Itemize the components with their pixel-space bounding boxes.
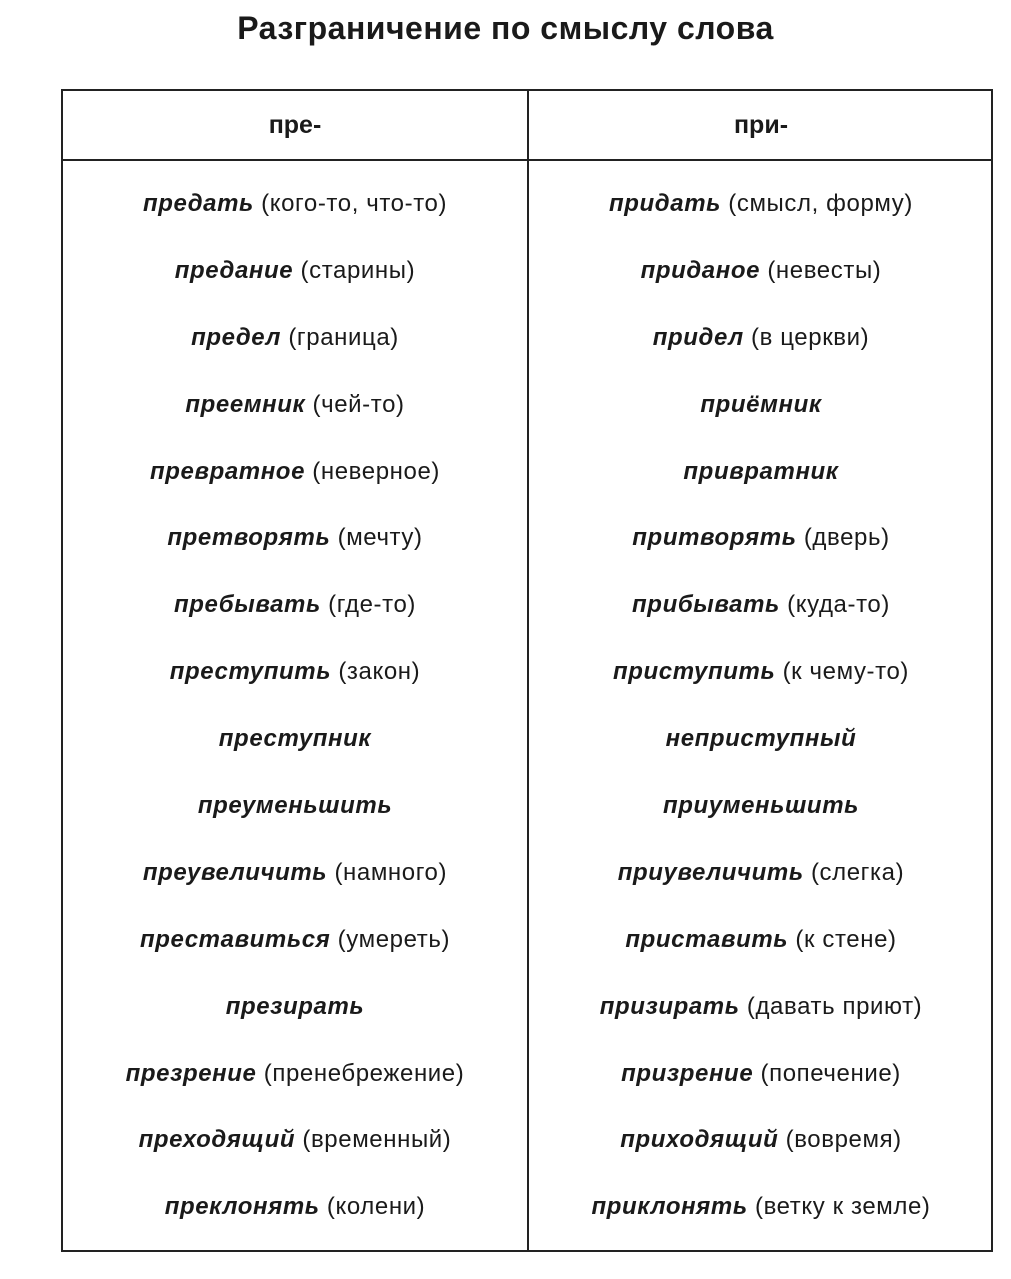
note-pre: (где-то) [320,591,416,619]
word-pri: приуменьшить [663,792,859,820]
cell-pre [63,773,527,840]
cell-pri [529,907,993,974]
cell-pri [529,372,993,439]
table-row [63,974,991,1041]
cell-pri [529,572,993,639]
note-pre: (колени) [319,1193,426,1221]
cell-pre [63,706,527,773]
note-pre: (неверное) [305,457,440,485]
table-row [63,439,991,506]
word-pre: предел [191,323,282,351]
cell-pri [529,171,993,238]
table-row [63,773,991,840]
table-row [63,572,991,639]
table-row [63,372,991,439]
word-pre: претворять [167,524,331,552]
cell-pre [63,1107,527,1174]
column-header-pri: при- [733,111,789,139]
cell-pri [529,439,993,506]
note-pri: (давать приют) [739,992,923,1020]
cell-pre [63,505,527,572]
note-pri: (дверь) [796,524,890,552]
table-row [63,505,991,572]
note-pri: (к стене) [788,925,897,953]
table-row [63,907,991,974]
note-pri: (в церкви) [743,323,870,351]
cell-pri [529,1107,993,1174]
word-pre: преемник [185,390,306,418]
table-row [63,840,991,907]
table-row [63,1174,991,1241]
cell-pre [63,974,527,1041]
note-pri: (вовремя) [778,1126,902,1154]
word-pre: пребывать [174,591,321,619]
cell-pre [63,439,527,506]
word-pre: преувеличить [142,858,328,886]
cell-pri [529,773,993,840]
note-pre: (закон) [331,658,421,686]
word-pre: преходящий [138,1126,296,1154]
note-pre: (мечту) [330,524,423,552]
cell-pri [529,505,993,572]
word-pri: приёмник [700,390,822,418]
header-divider [63,159,991,161]
word-pri: призрение [621,1059,754,1087]
note-pre: (временный) [295,1126,452,1154]
page-title: Разграничение по смыслу слова [237,10,774,46]
table-row [63,238,991,305]
word-pri: притворять [632,524,797,552]
cell-pre [63,305,527,372]
word-pre: превратное [150,457,306,485]
word-pri: приклонять [591,1193,748,1221]
word-pre: преступник [218,725,372,753]
note-pre: (старины) [293,256,416,284]
cell-pre [63,1041,527,1108]
cell-pri [529,840,993,907]
word-pri: приступить [612,658,776,686]
cell-pre [63,840,527,907]
table-row [63,639,991,706]
word-pri: придать [609,190,721,217]
note-pre: (намного) [327,858,448,886]
note-pri: (к чему-то) [775,658,910,686]
word-pri: прибывать [632,591,780,619]
word-pri: призирать [599,992,740,1020]
word-pri: приходящий [620,1126,779,1154]
word-pri: придел [652,323,744,351]
table-row [63,706,991,773]
table-row [63,305,991,372]
word-pri: привратник [683,457,839,485]
cell-pre [63,639,527,706]
word-pre: преклонять [164,1193,320,1221]
cell-pre [63,572,527,639]
note-pre: (граница) [281,323,399,351]
word-pre: преуменьшить [197,792,393,820]
column-header-pre: пре- [268,111,322,139]
table-row [63,1107,991,1174]
note-pre: (умереть) [330,925,451,953]
table-row [63,171,991,238]
cell-pre [63,238,527,305]
cell-pri [529,706,993,773]
cell-pri [529,305,993,372]
word-pre: преставиться [139,925,331,953]
cell-pre [63,372,527,439]
table-body [63,171,991,1241]
word-pri: приставить [625,925,789,953]
cell-pre [63,1174,527,1241]
word-pre: предание [174,256,294,284]
word-pri: неприступный [665,725,857,753]
table-row [63,1041,991,1108]
note-pri: (попечение) [753,1059,901,1087]
cell-pri [529,639,993,706]
note-pri: (слегка) [803,858,905,886]
word-pre: преступить [169,658,332,686]
word-pre: предать [142,190,254,217]
note-pre: (кого-то, что-то) [253,190,448,217]
cell-pri [529,238,993,305]
prefix-table [61,89,993,1252]
cell-pri [529,1041,993,1108]
note-pri: (смысл, форму) [721,190,913,217]
note-pri: (ветку к земле) [747,1193,931,1221]
word-pre: презрение [125,1059,257,1087]
cell-pre [63,907,527,974]
cell-pre [63,171,527,238]
note-pri: (невесты) [760,256,882,284]
cell-pri [529,1174,993,1241]
word-pri: приувеличить [617,858,804,886]
note-pri: (куда-то) [779,591,890,619]
note-pre: (чей-то) [305,390,405,418]
word-pri: приданое [640,256,761,284]
note-pre: (пренебрежение) [256,1059,465,1087]
cell-pri [529,974,993,1041]
word-pre: презирать [225,992,365,1020]
